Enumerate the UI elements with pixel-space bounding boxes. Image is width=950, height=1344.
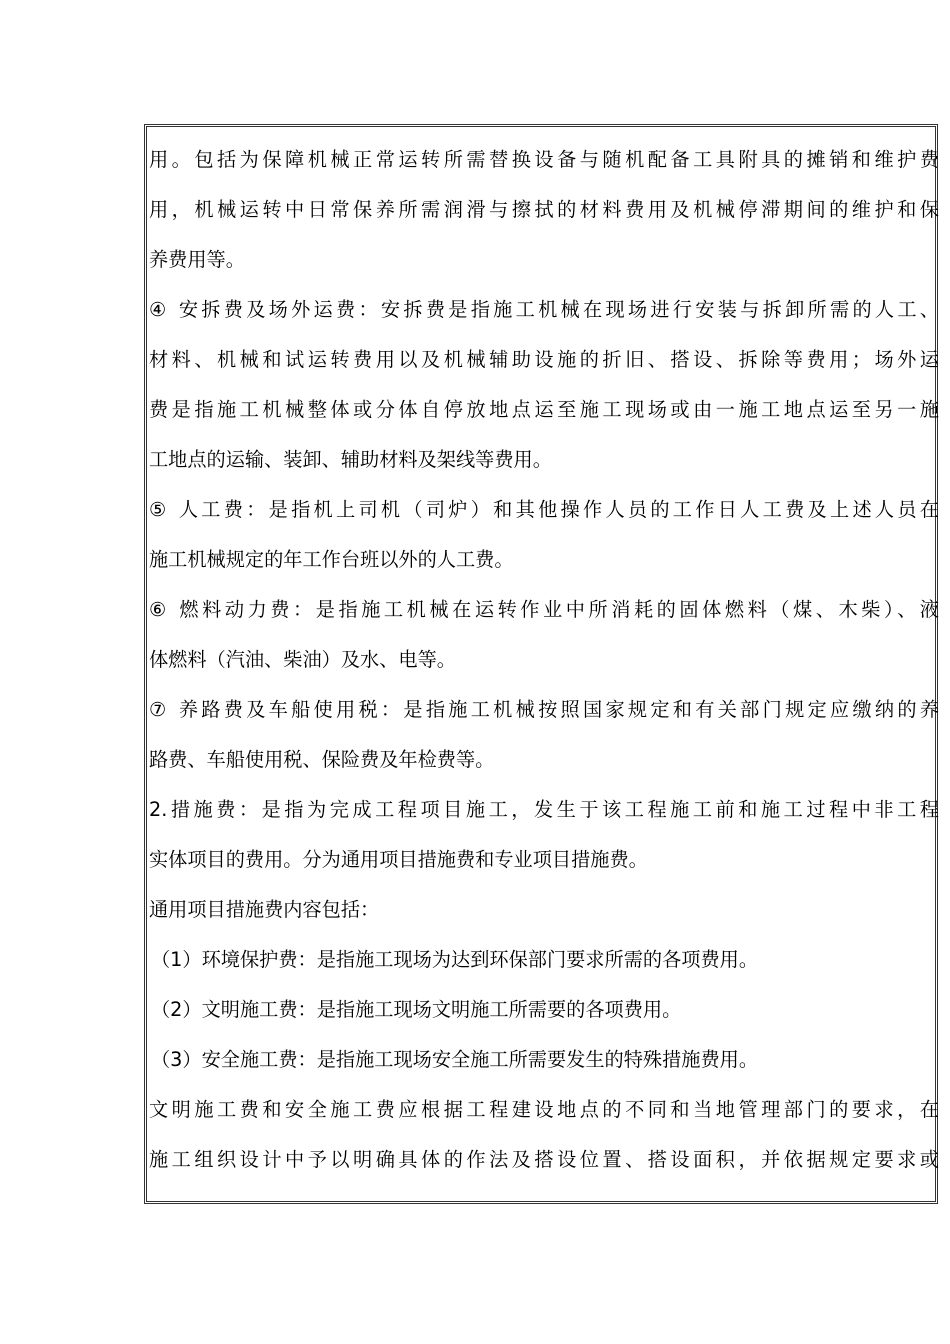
- text-line: 材料、机械和试运转费用以及机械辅助设施的折旧、搭设、拆除等费用；场外运: [149, 348, 939, 371]
- text-line: 工地点的运输、装卸、辅助材料及架线等费用。: [149, 448, 552, 471]
- text-line: ⑥ 燃料动力费：是指施工机械在运转作业中所消耗的固体燃料（煤、木柴）、液: [149, 598, 939, 621]
- text-line: 养费用等。: [149, 248, 245, 271]
- text-line: 用，机械运转中日常保养所需润滑与擦拭的材料费用及机械停滞期间的维护和保: [149, 198, 939, 221]
- text-line: ④ 安拆费及场外运费：安拆费是指施工机械在现场进行安装与拆卸所需的人工、: [149, 298, 939, 321]
- document-frame: [144, 124, 938, 1204]
- text-line: 体燃料（汽油、柴油）及水、电等。: [149, 648, 456, 671]
- text-line: 用。包括为保障机械正常运转所需替换设备与随机配备工具附具的摊销和维护费: [149, 148, 939, 171]
- text-line: （3）安全施工费：是指施工现场安全施工所需要发生的特殊措施费用。: [151, 1048, 759, 1071]
- text-line: （2）文明施工费：是指施工现场文明施工所需要的各项费用。: [151, 998, 682, 1021]
- text-line: 施工机械规定的年工作台班以外的人工费。: [149, 548, 514, 571]
- text-line: 实体项目的费用。分为通用项目措施费和专业项目措施费。: [149, 848, 648, 871]
- text-line: （1）环境保护费：是指施工现场为达到环保部门要求所需的各项费用。: [151, 948, 759, 971]
- text-line: 施工组织设计中予以明确具体的作法及搭设位置、搭设面积，并依据规定要求或: [149, 1148, 939, 1171]
- text-line: 费是指施工机械整体或分体自停放地点运至施工现场或由一施工地点运至另一施: [149, 398, 939, 421]
- text-line: 通用项目措施费内容包括：: [149, 898, 380, 921]
- text-line: 2.措施费：是指为完成工程项目施工，发生于该工程施工前和施工过程中非工程: [149, 798, 939, 821]
- text-line: ⑦ 养路费及车船使用税：是指施工机械按照国家规定和有关部门规定应缴纳的养: [149, 698, 939, 721]
- text-line: 路费、车船使用税、保险费及年检费等。: [149, 748, 495, 771]
- text-line: ⑤ 人工费：是指机上司机（司炉）和其他操作人员的工作日人工费及上述人员在: [149, 498, 939, 521]
- text-line: 文明施工费和安全施工费应根据工程建设地点的不同和当地管理部门的要求，在: [149, 1098, 939, 1121]
